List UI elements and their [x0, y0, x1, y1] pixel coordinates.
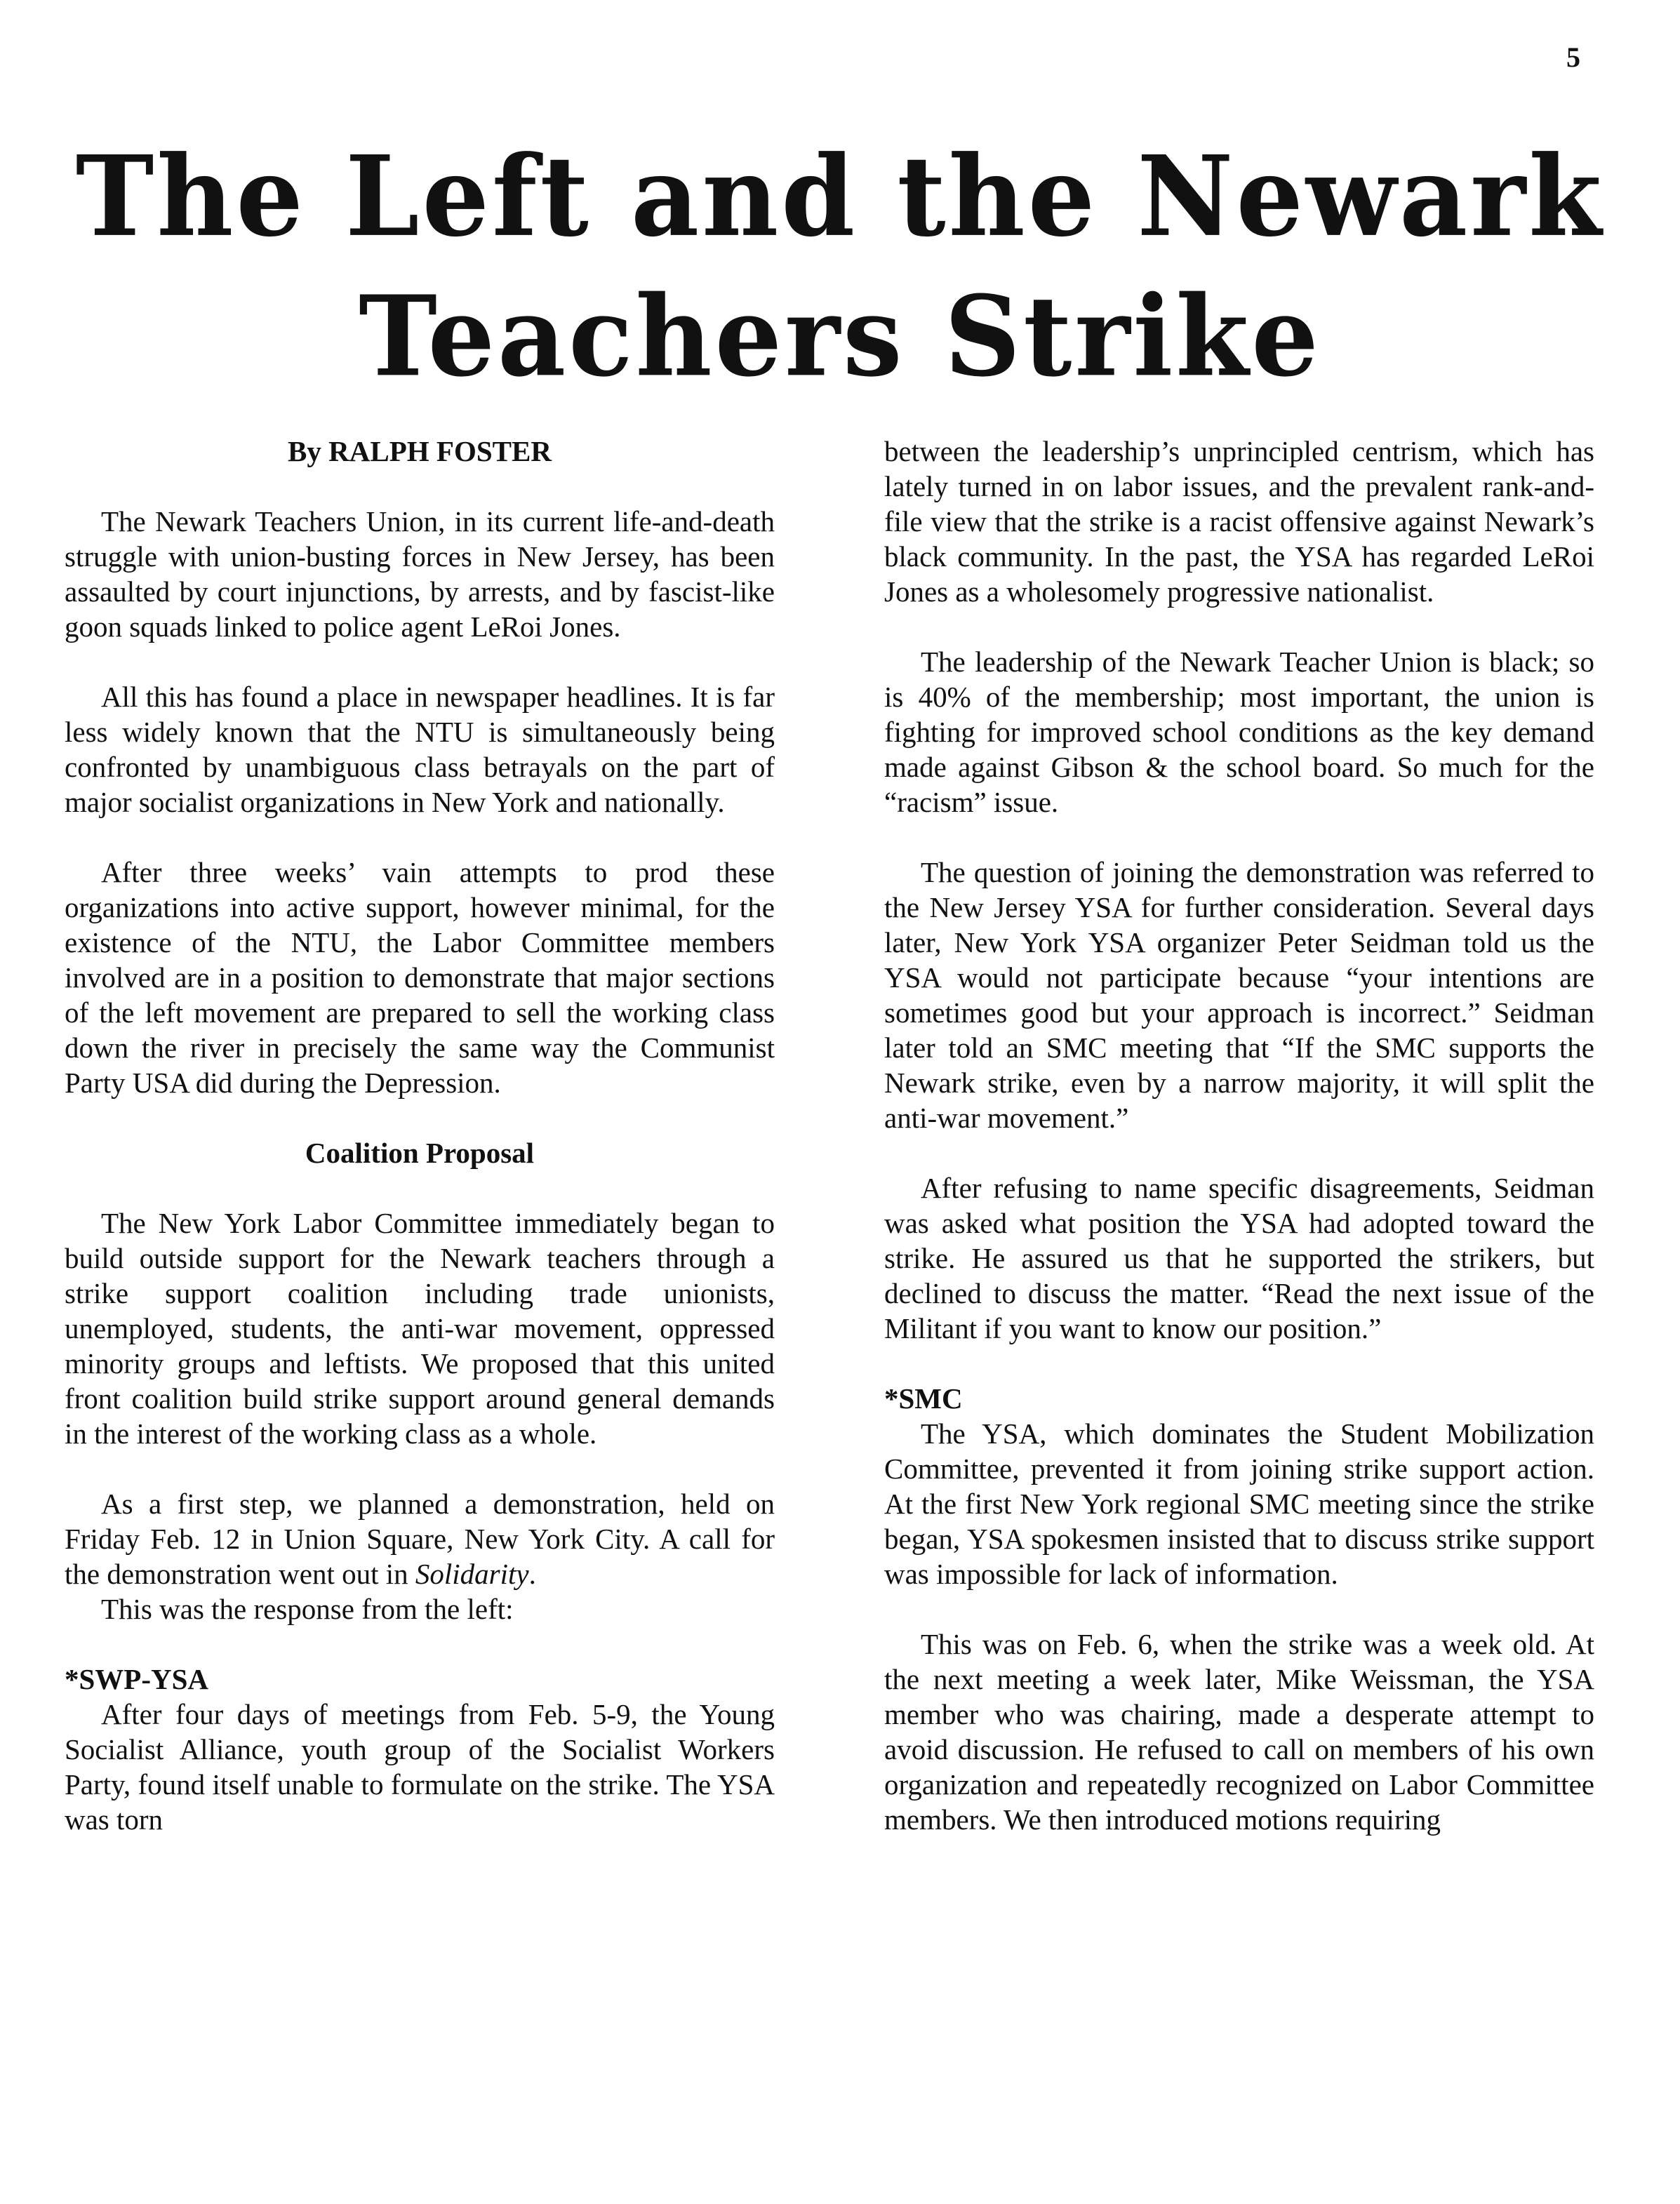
headline-line-2: Teachers Strike — [359, 272, 1321, 402]
paragraph-demonstration — [65, 1486, 775, 1591]
paragraph: The Newark Teachers Union, in its current life-and-death struggle with union-busting forces in New Jersey, has been assaulted by court injunctions, by arrests, and by fascist-like goon squads linked to police agent LeRoi Jones. — [65, 505, 775, 643]
byline: By RALPH FOSTER — [288, 435, 552, 467]
left-column — [65, 434, 775, 1837]
headline-line-1: The Left and the Newark — [75, 131, 1605, 262]
publication-title-solidarity: Solidarity — [415, 1558, 529, 1590]
article-headline — [0, 127, 1680, 407]
section-label-swp-ysa: *SWP-YSA — [65, 1663, 209, 1695]
section-label-smc: *SMC — [884, 1382, 963, 1415]
section-heading-coalition-proposal: Coalition Proposal — [305, 1137, 535, 1169]
paragraph-text: As a first step, we planned a demonstration, held on Friday Feb. 12 in Union Square, New York City. A call for the demonstration went out in — [65, 1488, 775, 1590]
paragraph-text-end: . — [528, 1558, 536, 1590]
right-column — [884, 434, 1594, 1837]
paragraph: This was the response from the left: — [101, 1593, 514, 1625]
paragraph: After four days of meetings from Feb. 5-9, the Young Socialist Alliance, youth group of the Socialist Workers Party, found itself unable to formulate on the strike. The YSA was torn — [65, 1698, 775, 1836]
paragraph: After three weeks’ vain attempts to prod these organizations into active support, however minimal, for the existence of the NTU, the Labor Committee members involved are in a position to demonstrate that major sections of the left movement are prepared to sell the working class down the river in precisely the same way the Communist Party USA did during the Depression. — [65, 856, 775, 1099]
paragraph: After refusing to name specific disagreements, Seidman was asked what position the YSA had adopted toward the strike. He assured us that he supported the strikers, but declined to discuss the matter. “Read the next issue of the Militant if you want to know our position.” — [884, 1172, 1594, 1344]
paragraph: All this has found a place in newspaper headlines. It is far less widely known that the NTU is simultaneously being confronted by unambiguous class betrayals on the part of major socialist organizations in New York and nationally. — [65, 681, 775, 818]
paragraph: The New York Labor Committee immediately began to build outside support for the Newark teachers through a strike support coalition including trade unionists, unemployed, students, the anti-war movement, oppressed minority groups and leftists. We proposed that this united front coalition build strike support around general demands in the interest of the working class as a whole. — [65, 1207, 775, 1450]
paragraph: This was on Feb. 6, when the strike was a week old. At the next meeting a week later, Mike Weissman, the YSA member who was chairing, made a desperate attempt to avoid discussion. He refused to call on members of his own organization and repeatedly recognized on Labor Committee members. We then introduced motions requiring — [884, 1628, 1594, 1836]
paragraph: The YSA, which dominates the Student Mobilization Committee, prevented it from joining strike support action. At the first New York regional SMC meeting since the strike began, YSA spokesmen insisted that to discuss strike support was impossible for lack of information. — [884, 1417, 1594, 1590]
paragraph: The question of joining the demonstration was referred to the New Jersey YSA for further consideration. Several days later, New York YSA organizer Peter Seidman told us the YSA would not participate because “your intentions are sometimes good but your approach is incorrect.” Seidman later told an SMC meeting that “If the SMC supports the Newark strike, even by a narrow majority, it will split the anti-war movement.” — [884, 856, 1594, 1134]
paragraph-continued: between the leadership’s unprincipled centrism, which has lately turned in on labor issues, and the prevalent rank-and-file view that the strike is a racist offensive against Newark’s black community. In the past, the YSA has regarded LeRoi Jones as a wholesomely progressive nationalist. — [884, 435, 1594, 608]
paragraph: The leadership of the Newark Teacher Union is black; so is 40% of the membership; most important, the union is fighting for improved school conditions as the key demand made against Gibson & the school board. So much for the “racism” issue. — [884, 646, 1594, 818]
page-number: 5 — [1566, 41, 1580, 73]
